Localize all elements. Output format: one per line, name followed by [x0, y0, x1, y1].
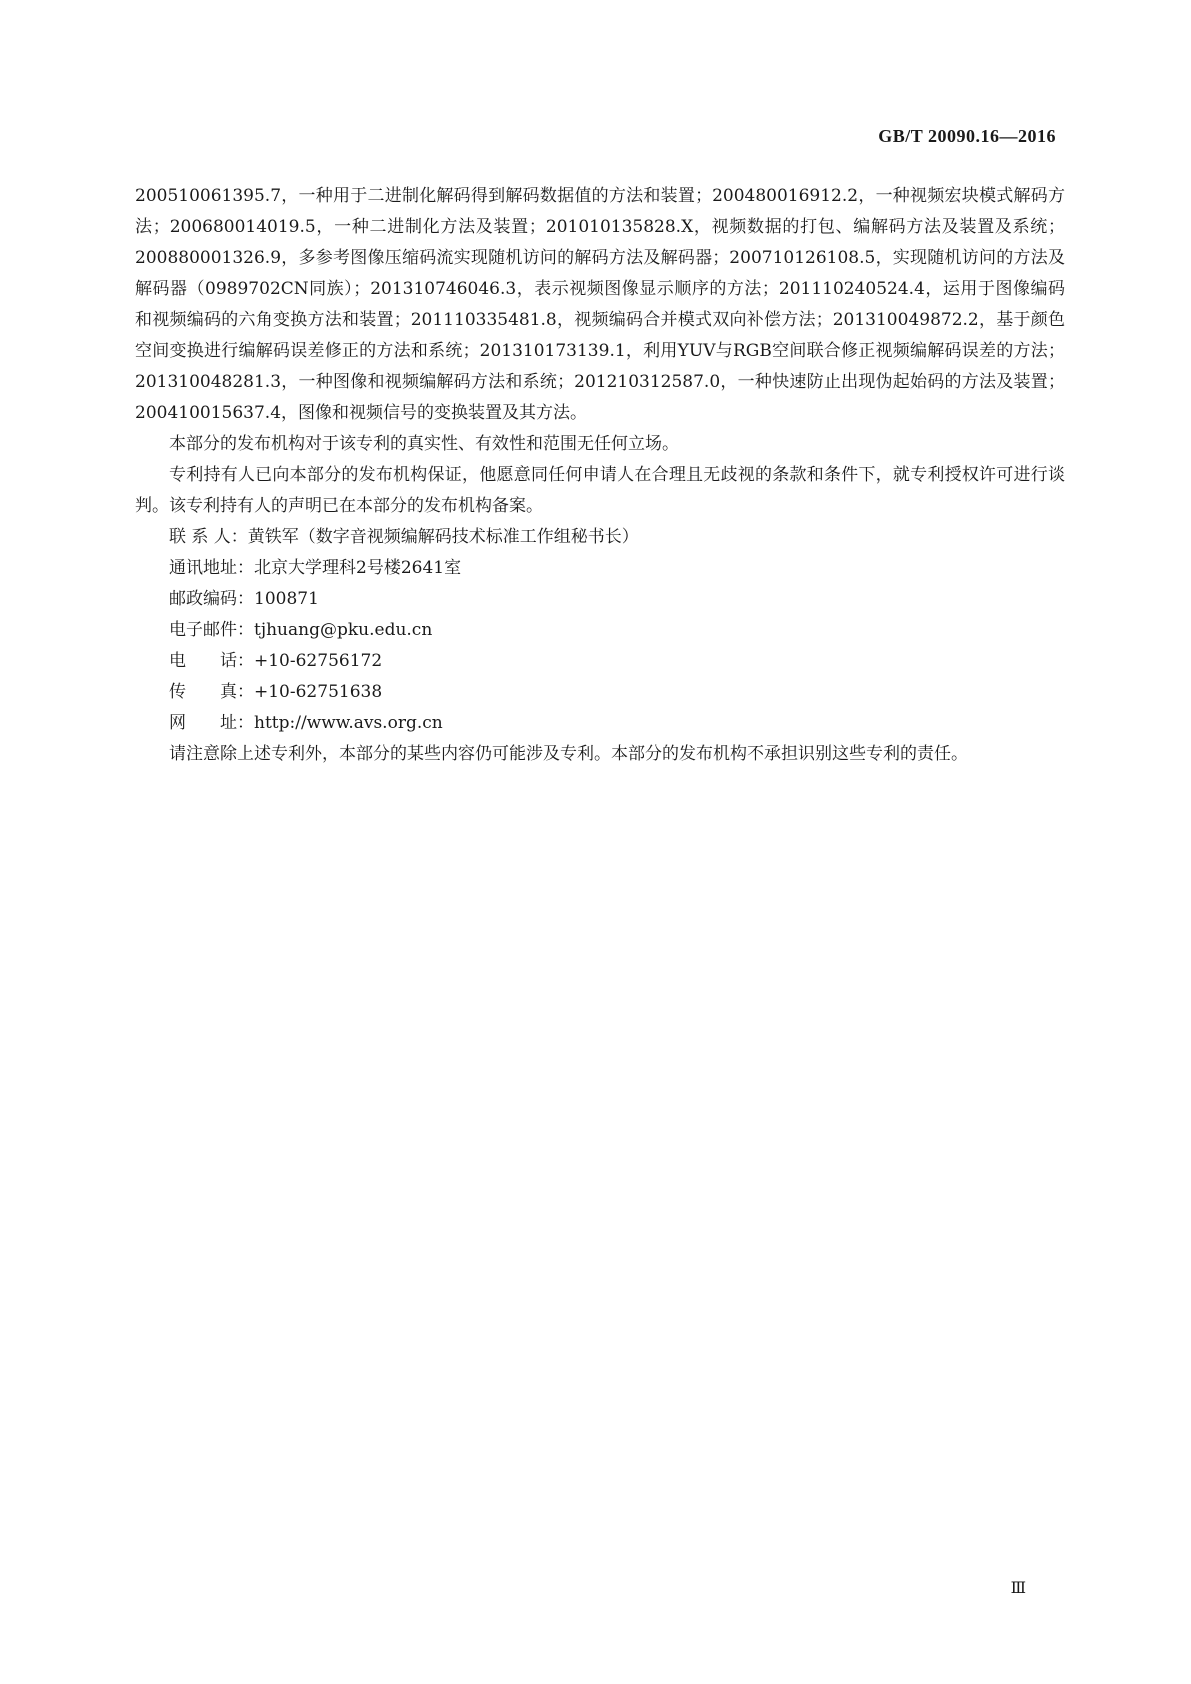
holder-statement: 专利持有人已向本部分的发布机构保证，他愿意同任何申请人在合理且无歧视的条款和条件下，就专利授权许可进行谈判。该专利持有人的声明已在本部分的发布机构备案。 — [135, 465, 1065, 516]
contact-person: 联 系 人：黄铁军（数字音视频编解码技术标准工作组秘书长） — [169, 527, 639, 547]
patent-list-paragraph: 200510061395.7，一种用于二进制化解码得到解码数据值的方法和装置；200480016912.2，一种视频宏块模式解码方法；200680014019.5，一种二进制化方法及装置；201010135828.X，视频数据的打包、编解码方法及装置及系统；200880001326.9，多参考图像压缩码流实现随机访问的解码方法及解码器；200710126108.5，实现随机访问的方法及解码器（0989702CN同族）；201310746046.3，表示视频图像显示顺序的方法；201110240524.4，运用于图像编码和视频编码的六角变换方法和装置；201110335481.8，视频编码合并模式双向补偿方法；201310049872.2，基于颜色空间变换进行编解码误差修正的方法和系统；201310173139.1，利用YUV与RGB空间联合修正视频编解码误差的方法；201310048281.3，一种图像和视频编解码方法和系统；201210312587.0，一种快速防止出现伪起始码的方法及装置；200410015637.4，图像和视频信号的变换装置及其方法。 — [135, 186, 1065, 423]
document-body — [135, 181, 1065, 770]
contact-fax: 传 真：+10-62751638 — [169, 682, 383, 702]
page-number: Ⅲ — [1010, 1580, 1026, 1597]
contact-address: 通讯地址：北京大学理科2号楼2641室 — [169, 558, 462, 578]
contact-block — [135, 522, 1065, 739]
patent-notice: 请注意除上述专利外，本部分的某些内容仍可能涉及专利。本部分的发布机构不承担识别这些专利的责任。 — [169, 744, 968, 764]
standard-code: GB/T 20090.16—2016 — [878, 126, 1056, 146]
contact-postcode: 邮政编码：100871 — [169, 589, 319, 609]
contact-email: 电子邮件：tjhuang@pku.edu.cn — [169, 620, 433, 640]
contact-website: 网 址：http://www.avs.org.cn — [169, 713, 443, 733]
no-position-statement: 本部分的发布机构对于该专利的真实性、有效性和范围无任何立场。 — [169, 434, 679, 454]
contact-phone: 电 话：+10-62756172 — [169, 651, 383, 671]
